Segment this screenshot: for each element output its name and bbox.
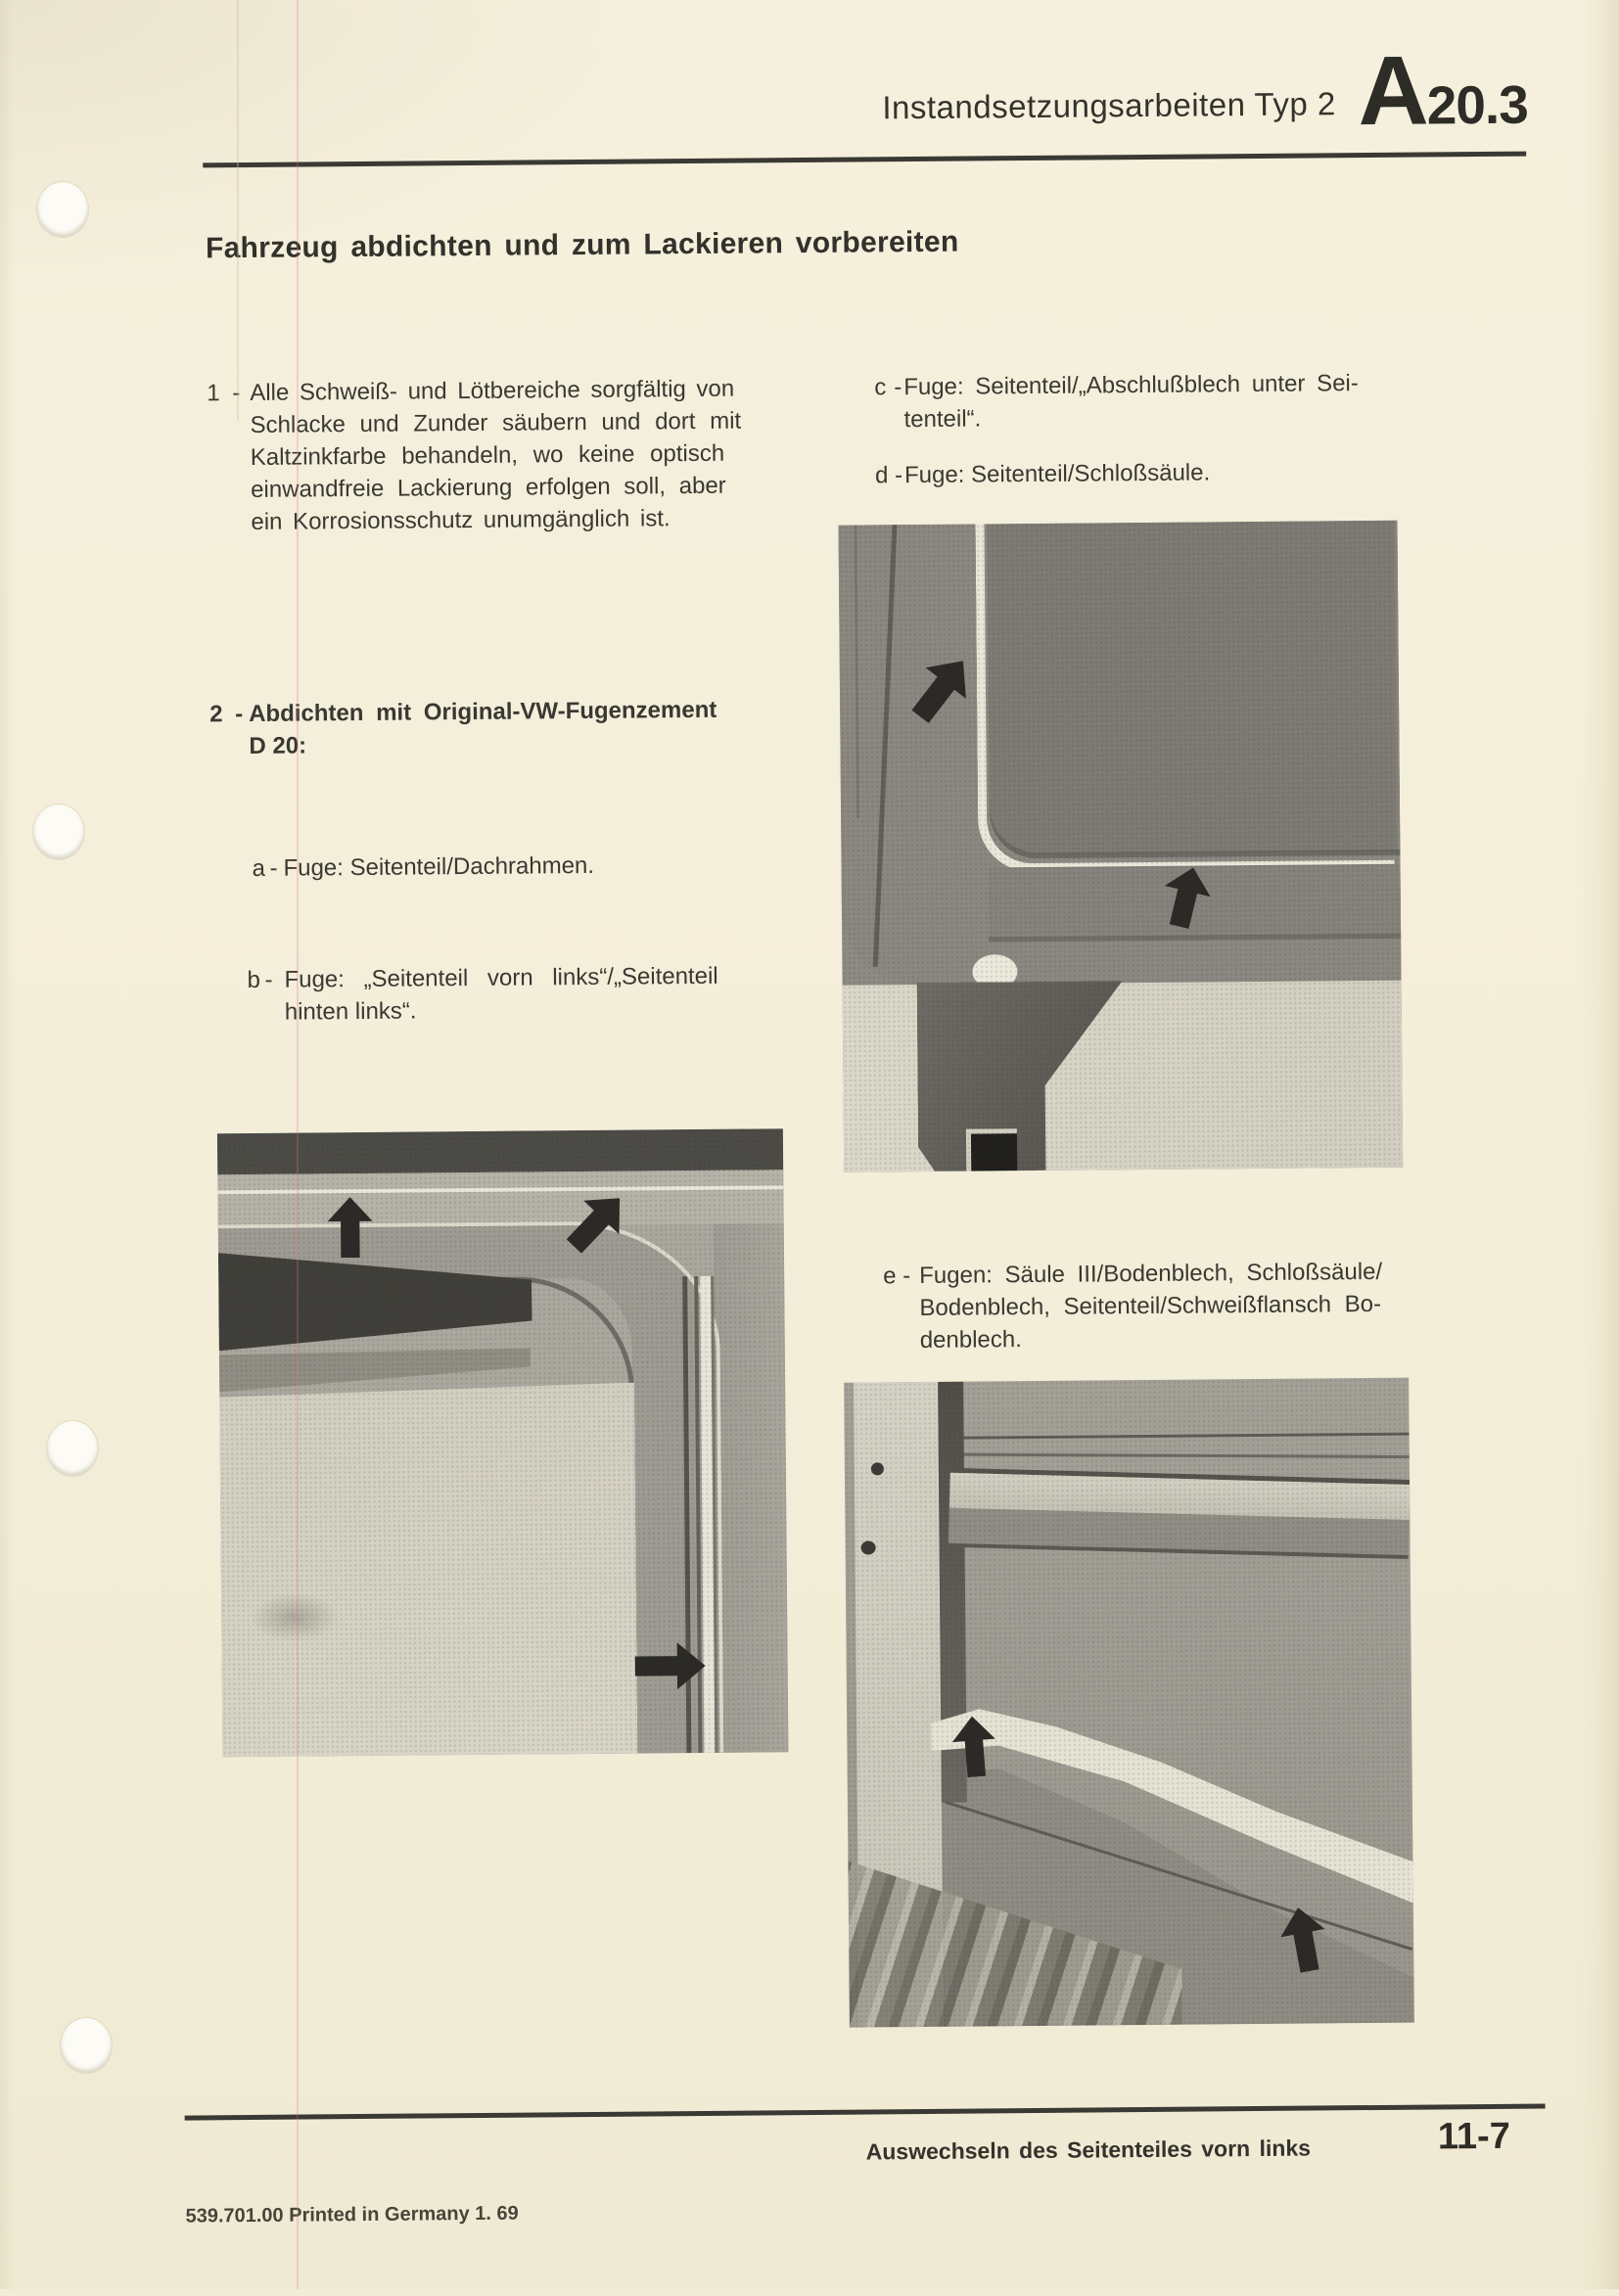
imprint-text: 539.701.00 Printed in Germany 1. 69 xyxy=(185,2202,519,2227)
footer-page-number: 11-7 xyxy=(1437,2115,1511,2158)
joint-label: c xyxy=(874,374,887,401)
step-number: 2 xyxy=(209,701,223,728)
photo-roof-rail-seam xyxy=(838,521,1403,1172)
joint-label: b xyxy=(247,966,260,994)
punch-hole xyxy=(47,1421,98,1476)
procedure-step-2 xyxy=(209,694,717,763)
step-number: 1 xyxy=(207,380,220,407)
photo-window-corner-joint xyxy=(217,1128,789,1757)
roof-panel xyxy=(987,521,1400,859)
rear-panel xyxy=(714,1223,789,1753)
joint-e-line: Fugen: Säule III/Bodenblech, Schloßsäule/ xyxy=(919,1258,1383,1290)
footer-rule xyxy=(185,2103,1546,2120)
joint-c-line: Fuge: Seitenteil/„Abschlußblech unter Sei- xyxy=(903,370,1359,401)
header-workshop-title: Instandsetzungsarbeiten Typ 2 xyxy=(882,85,1336,126)
paper-crease xyxy=(237,0,239,421)
joint-c-line: tenteil“. xyxy=(903,405,982,434)
window-glass-area xyxy=(219,1383,637,1758)
step-dash: - xyxy=(235,701,244,728)
procedure-step-1 xyxy=(207,373,742,539)
bracket-opening xyxy=(966,1128,1017,1171)
header-section-code xyxy=(1357,35,1529,147)
joint-item-c xyxy=(874,367,1359,436)
joint-b-line: Fuge: „Seitenteil vorn links“/„Seitenteil xyxy=(284,962,718,993)
joint-d-line: Fuge: Seitenteil/Schloßsäule. xyxy=(903,459,1211,489)
scan-crease-line xyxy=(297,0,299,2289)
step-dash: - xyxy=(232,380,241,407)
joint-dash: - xyxy=(894,462,903,489)
step1-line: ein Korrosionsschutz unumgänglich ist. xyxy=(251,505,671,535)
drip-rail-strip xyxy=(217,1170,783,1228)
photo-floor-seam-sealant xyxy=(844,1378,1414,2028)
step1-line: Alle Schweiß- und Lötbereiche sorgfältig von xyxy=(250,375,735,406)
joint-item-d xyxy=(875,456,1210,491)
joint-e-line: Bodenblech, Seitenteil/Schweißflansch Bo- xyxy=(919,1290,1382,1322)
joint-dash: - xyxy=(269,854,278,882)
joint-e-line: denblech. xyxy=(919,1326,1022,1355)
joint-dash: - xyxy=(894,374,902,401)
joint-item-a xyxy=(252,850,594,885)
section-letter: A xyxy=(1357,35,1428,147)
punch-hole xyxy=(61,2018,112,2073)
panel-joint-line xyxy=(933,1433,1410,1440)
drill-hole xyxy=(861,1540,876,1554)
page-title: Fahrzeug abdichten und zum Lackieren vorbereiten xyxy=(205,225,959,265)
joint-label: e xyxy=(883,1263,897,1290)
section-number: 20.3 xyxy=(1426,73,1529,136)
joint-dash: - xyxy=(264,966,273,993)
step2-line: Abdichten mit Original-VW-Fugenzement xyxy=(249,696,717,727)
punch-hole xyxy=(33,804,84,859)
punch-hole xyxy=(37,182,88,237)
roof-edge-band xyxy=(217,1128,783,1174)
footer-chapter-title: Auswechseln des Seitenteiles vorn links xyxy=(865,2135,1312,2165)
joint-a-line: Fuge: Seitenteil/Dachrahmen. xyxy=(283,851,595,882)
panel-joint-line xyxy=(933,1453,1410,1459)
joint-label: a xyxy=(252,854,265,882)
joint-label: d xyxy=(874,462,889,489)
joint-item-e xyxy=(883,1256,1383,1356)
joint-b-line: hinten links“. xyxy=(284,997,417,1026)
joint-dash: - xyxy=(902,1263,911,1290)
step2-line: D 20: xyxy=(249,732,307,759)
header-rule xyxy=(203,152,1526,168)
step1-line: Schlacke und Zunder säubern und dort mit xyxy=(250,407,742,438)
step1-line: einwandfreie Lackierung erfolgen soll, aber xyxy=(251,472,726,503)
drill-hole xyxy=(871,1462,884,1475)
step1-line: Kaltzinkfarbe behandeln, wo keine optisch xyxy=(250,439,725,471)
cross-rail xyxy=(948,1468,1411,1562)
joint-item-b xyxy=(247,960,718,1029)
